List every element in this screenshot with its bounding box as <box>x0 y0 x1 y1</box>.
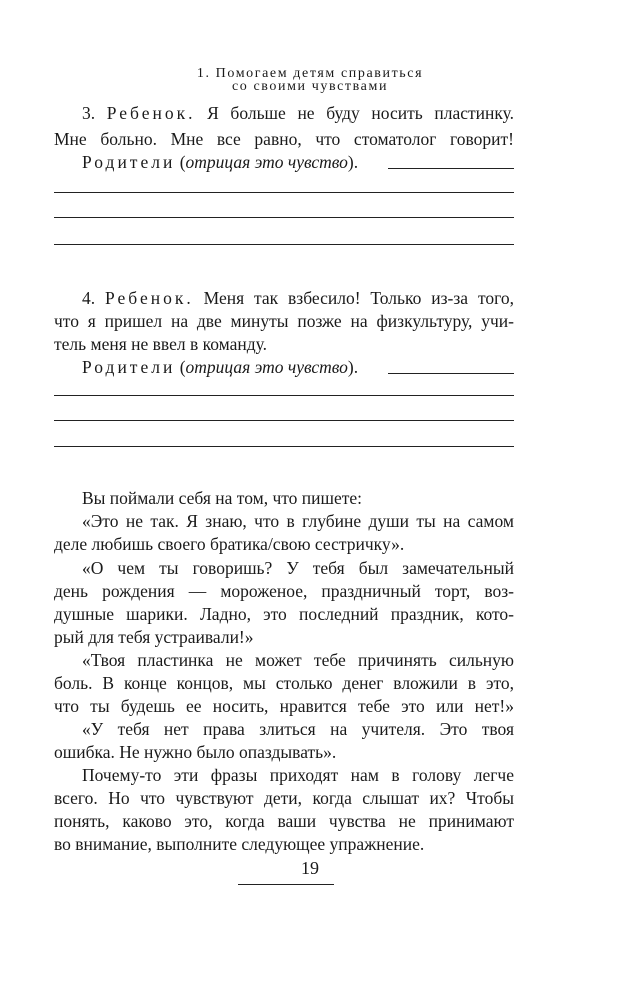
exercise-3-answer-line <box>54 192 514 193</box>
quote-3-line-3: что ты будешь ее носить, нравится тебе это или нет!» <box>54 696 514 716</box>
exercise-4-parent-label: Родители <box>82 357 176 377</box>
running-head-line-2: со своими чувствами <box>231 79 389 94</box>
quote-2-line-4: рый для тебя устраивали!» <box>54 627 254 647</box>
page-number: 19 <box>301 858 319 878</box>
exercise-4-child-text-1: Меня так взбесило! Только из-за того, <box>203 288 514 308</box>
exercise-3-answer-line-inline <box>388 168 514 169</box>
exercise-3-answer-line <box>54 217 514 218</box>
exercise-3-child-line-2: Мне больно. Мне все равно, что стоматолог говорит! <box>54 129 514 149</box>
paragraph-line-2: всего. Но что чувствуют дети, когда слышат их? Чтобы <box>54 788 514 808</box>
paragraph-line-1: Почему-то эти фразы приходят нам в голову легче <box>82 765 514 785</box>
exercise-3-child-label: Ребенок. <box>106 103 196 123</box>
exercise-4-child-line-3: тель меня не ввел в команду. <box>54 334 267 354</box>
exercise-4-parent-line <box>82 356 382 378</box>
exercise-3-paren-open: ( <box>179 152 186 172</box>
exercise-4-answer-line <box>54 420 514 421</box>
exercise-3-parent-line <box>82 151 382 173</box>
paragraph-line-4: во внимание, выполните следующее упражнение. <box>54 834 425 854</box>
quote-3-line-2: боль. В конце концов, мы столько денег вложили в это, <box>54 673 514 693</box>
exercise-3-number: 3. <box>82 103 96 123</box>
quote-2-line-3: душные шарики. Ладно, это последний праздник, кото- <box>54 604 514 624</box>
exercise-3-parent-label: Родители <box>82 152 176 172</box>
exercise-3-paren-close: ). <box>347 152 359 172</box>
quote-1-line-2: деле любишь своего братика/свою сестричку». <box>54 534 405 554</box>
quote-3-line-1: «Твоя пластинка не может тебе причинять сильную <box>82 650 514 670</box>
exercise-4-paren-close: ). <box>347 357 359 377</box>
exercise-4-paren-open: ( <box>179 357 186 377</box>
exercise-4-child-label: Ребенок. <box>105 288 194 308</box>
exercise-3-child-text-1: Я больше не буду носить пластинку. <box>207 103 514 123</box>
body-intro: Вы поймали себя на том, что пишете: <box>82 488 363 508</box>
paragraph-line-3: понять, каково это, когда ваши чувства не принимают <box>54 811 514 831</box>
quote-2-line-2: день рождения — мороженое, праздничный торт, воз- <box>54 581 514 601</box>
quote-2-line-1: «О чем ты говоришь? У тебя был замечательный <box>82 558 514 578</box>
exercise-3-answer-line <box>54 244 514 245</box>
exercise-3-parent-instruction: отрицая это чувство <box>185 152 348 172</box>
quote-4-line-1: «У тебя нет права злиться на учителя. Это твоя <box>82 719 514 739</box>
exercise-4-answer-line <box>54 446 514 447</box>
exercise-4-answer-line-inline <box>388 373 514 374</box>
page-number-rule <box>238 884 334 885</box>
exercise-3-child-line-1 <box>82 102 514 124</box>
running-head-line-1: 1. Помогаем детям справиться <box>196 66 424 81</box>
exercise-4-number: 4. <box>82 288 96 308</box>
exercise-4-child-line-1 <box>82 287 514 309</box>
exercise-4-child-line-2: что я пришел на две минуты позже на физкультуру, учи- <box>54 311 514 331</box>
quote-1-line-1: «Это не так. Я знаю, что в глубине души ты на самом <box>82 511 514 531</box>
exercise-4-parent-instruction: отрицая это чувство <box>185 357 348 377</box>
exercise-4-answer-line <box>54 395 514 396</box>
quote-4-line-2: ошибка. Не нужно было опаздывать». <box>54 742 337 762</box>
